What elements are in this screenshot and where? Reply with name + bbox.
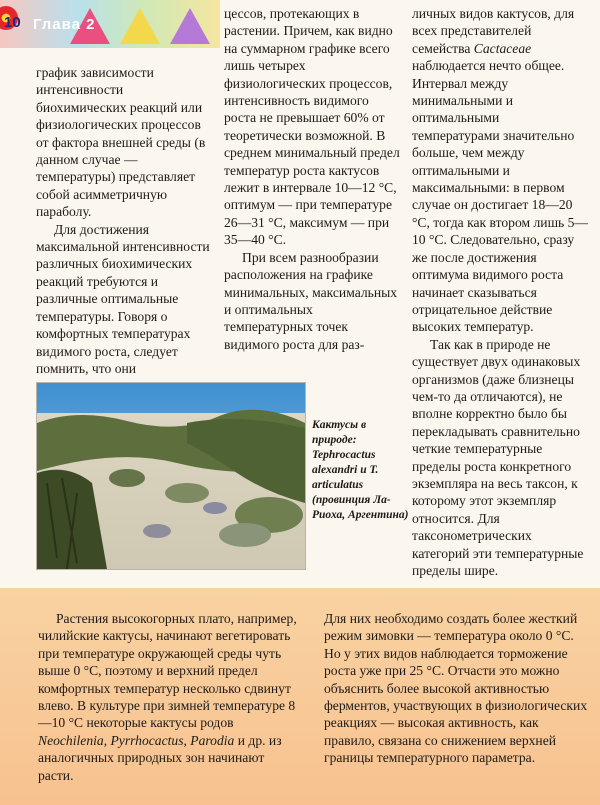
paragraph: Для достижения максимальной интенсивности различных биохимических реакций требуются и различные оптимальные температуры. Говоря о комфортных температурах видимого роста, следует помнить, что они — [36, 221, 210, 376]
text-run: , — [183, 732, 191, 748]
paragraph — [38, 610, 302, 784]
paragraph: цессов, протекающих в растении. Причем, как видно на суммарном графике всего лишь четырех физиологических процессов, интенсивность видимого роста не превышает 60% от теоретически возможной. В среднем минимальный предел температур роста кактусов лежит в интервале 10—12 °С, оптимум — при температуре 26—31 °С, максимум — при 35—40 °С. — [224, 6, 400, 248]
paragraph: Так как в природе не существует двух одинаковых организмов (даже близнецы чем-то да отличаются), не вполне корректно было бы перекладывать сравнительно четкие температурные пределы роста конкретного экземпляра на весь таксон, к которому этот экземпляр относится. Для таксонометрических категорий эти температурные пределы шире. — [412, 336, 584, 578]
band-column-right — [324, 610, 590, 767]
text-run: и др. из аналогичных природных зон начинают расти. — [38, 732, 282, 783]
chapter-title: Глава 2 — [33, 16, 96, 33]
genus-name: Parodia — [190, 732, 235, 748]
text-column-1 — [36, 64, 214, 412]
text-run: Растения высокогорных плато, например, чилийские кактусы, начинают вегетировать при температуре окружающей среды чуть выше 0 °С, поэтому и верхний предел комфортных температур несколько сдвинут влево. В культуре при зимней температуре 8—10 °С некоторые кактусы родов — [38, 611, 297, 731]
text-column-2 — [224, 5, 402, 353]
genus-name: Neochilenia — [38, 732, 104, 748]
text-column-3 — [412, 5, 590, 579]
band-column-left — [38, 610, 302, 784]
paragraph: график зависимости интенсивности биохимических реакций или физиологических процессов от фактора внешней среды (в данном случае — температуры) представляет собой асимметричную параболу. — [36, 65, 206, 220]
latin-name: Cactaceae — [473, 40, 532, 56]
header-triangle-yellow — [120, 8, 160, 44]
text-run: , — [103, 732, 111, 748]
caption-text: Кактусы в природе: — [312, 419, 367, 446]
cactus-landscape-photo — [36, 382, 306, 570]
landscape-image — [37, 383, 305, 569]
paragraph: При всем разнообразии расположения на графике минимальных, максимальных и оптимальных температурных точек видимого роста для раз- — [224, 249, 398, 352]
genus-name: Pyrrhocactus — [110, 732, 184, 748]
caption-text: (провинция Ла-Риоха, Аргентина) — [312, 494, 409, 521]
header-triangle-violet — [170, 8, 210, 44]
text-run: личных видов кактусов, для всех представителей семейства — [412, 6, 575, 56]
paragraph: Для них необходимо создать более жесткий режим зимовки — температура около 0 °С. Но у этих видов наблюдается торможение роста уже при 25 °С. Отчасти это можно объяснить более высокой активностью ферментов, участвующих в физиологических реакциях — высокая активность, как правило, связана со снижением верхней границы температурного параметра. — [324, 611, 588, 766]
page-number: 10 — [4, 14, 21, 31]
photo-caption — [312, 418, 410, 523]
paragraph — [412, 5, 590, 336]
caption-species: Tephrocactus alexandri — [312, 449, 376, 476]
text-run: наблюдается нечто общее. Интервал между минимальными и оптимальными температурами значительно больше, чем между оптимальными и максимальными: в первом случае он достигает 18—20 °С, тогда как втором лишь 5—10 °С. Следовательно, сразу же после достижения оптимума видимого роста начинает сказываться отрицательное действие высоких температур. — [412, 58, 589, 335]
caption-text: и — [357, 464, 370, 476]
caption-species: T. articulatus — [312, 464, 379, 491]
